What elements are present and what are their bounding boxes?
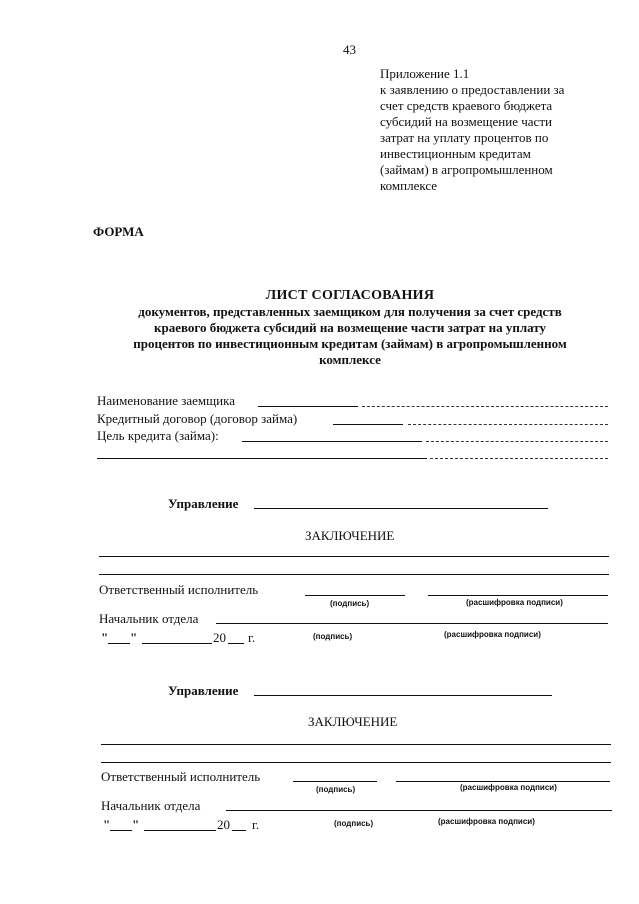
year-prefix: 20	[217, 817, 230, 832]
executor-signature-line[interactable]	[305, 595, 405, 596]
signature-caption: (подпись)	[334, 819, 374, 828]
appendix-line: к заявлению о предоставлении за	[380, 82, 565, 97]
appendix-line: затрат на уплату процентов по	[380, 130, 549, 145]
date-quote-close: "	[130, 630, 138, 645]
signature-caption: (подпись)	[330, 599, 370, 608]
decoding-caption: (расшифровка подписи)	[460, 783, 557, 792]
department-label: Управление	[168, 496, 239, 511]
head-label: Начальник отдела	[99, 611, 199, 626]
date-year-line[interactable]	[232, 830, 246, 831]
date-month-line[interactable]	[144, 830, 216, 831]
contract-field-line[interactable]	[333, 424, 403, 425]
conclusion-line[interactable]	[101, 744, 611, 745]
conclusion-line[interactable]	[99, 556, 609, 557]
head-field-line[interactable]	[226, 810, 612, 811]
date-day-line[interactable]	[108, 643, 130, 644]
year-suffix: г.	[252, 817, 260, 832]
head-label: Начальник отдела	[101, 798, 201, 813]
department-field-line[interactable]	[254, 508, 548, 509]
borrower-field-line[interactable]	[258, 406, 358, 407]
decoding-caption: (расшифровка подписи)	[444, 630, 541, 639]
title-sub-line: процентов по инвестиционным кредитам (займам) в агропромышленном	[133, 336, 567, 351]
purpose-label: Цель кредита (займа):	[97, 428, 219, 443]
conclusion-heading: ЗАКЛЮЧЕНИЕ	[305, 528, 395, 543]
conclusion-line[interactable]	[99, 574, 609, 575]
appendix-line: (займам) в агропромышленном	[380, 162, 553, 177]
borrower-field-line-faded[interactable]	[362, 406, 608, 407]
date-day-line[interactable]	[110, 830, 132, 831]
appendix-line: комплексе	[380, 178, 438, 193]
title-sub-line: документов, представленных заемщиком для получения за счет средств	[138, 304, 562, 319]
executor-decoding-line[interactable]	[428, 595, 608, 596]
title-sub-line: комплексе	[319, 352, 381, 367]
date-quote-open: "	[103, 817, 111, 832]
title-sub-line: краевого бюджета субсидий на возмещение части затрат на уплату	[153, 320, 546, 335]
department-field-line[interactable]	[254, 695, 552, 696]
appendix-line: инвестиционным кредитам	[380, 146, 531, 161]
date-quote-close: "	[132, 817, 140, 832]
form-label: ФОРМА	[93, 224, 144, 239]
department-label: Управление	[168, 683, 239, 698]
purpose-field-line[interactable]	[242, 441, 422, 442]
page-number: 43	[343, 42, 356, 57]
conclusion-heading: ЗАКЛЮЧЕНИЕ	[308, 714, 398, 729]
head-field-line[interactable]	[216, 623, 608, 624]
signature-caption: (подпись)	[316, 785, 356, 794]
executor-signature-line[interactable]	[293, 781, 377, 782]
date-month-line[interactable]	[142, 643, 212, 644]
appendix-block	[380, 66, 620, 194]
title-main: ЛИСТ СОГЛАСОВАНИЯ	[265, 288, 435, 303]
purpose-extra-line[interactable]	[97, 458, 427, 459]
decoding-caption: (расшифровка подписи)	[466, 598, 563, 607]
appendix-line: Приложение 1.1	[380, 66, 470, 81]
contract-field-line-faded[interactable]	[408, 424, 608, 425]
date-year-line[interactable]	[228, 643, 244, 644]
appendix-line: субсидий на возмещение части	[380, 114, 552, 129]
purpose-extra-line-faded[interactable]	[430, 458, 608, 459]
document-title	[90, 288, 610, 368]
executor-label: Ответственный исполнитель	[101, 769, 261, 784]
conclusion-line[interactable]	[101, 762, 611, 763]
purpose-field-line-faded[interactable]	[426, 441, 608, 442]
decoding-caption: (расшифровка подписи)	[438, 817, 535, 826]
borrower-label: Наименование заемщика	[97, 393, 235, 408]
year-prefix: 20	[213, 630, 226, 645]
appendix-line: счет средств краевого бюджета	[380, 98, 553, 113]
date-quote-open: "	[101, 630, 109, 645]
executor-label: Ответственный исполнитель	[99, 582, 259, 597]
executor-decoding-line[interactable]	[396, 781, 610, 782]
contract-label: Кредитный договор (договор займа)	[97, 411, 298, 426]
signature-caption: (подпись)	[313, 632, 353, 641]
year-suffix: г.	[248, 630, 256, 645]
